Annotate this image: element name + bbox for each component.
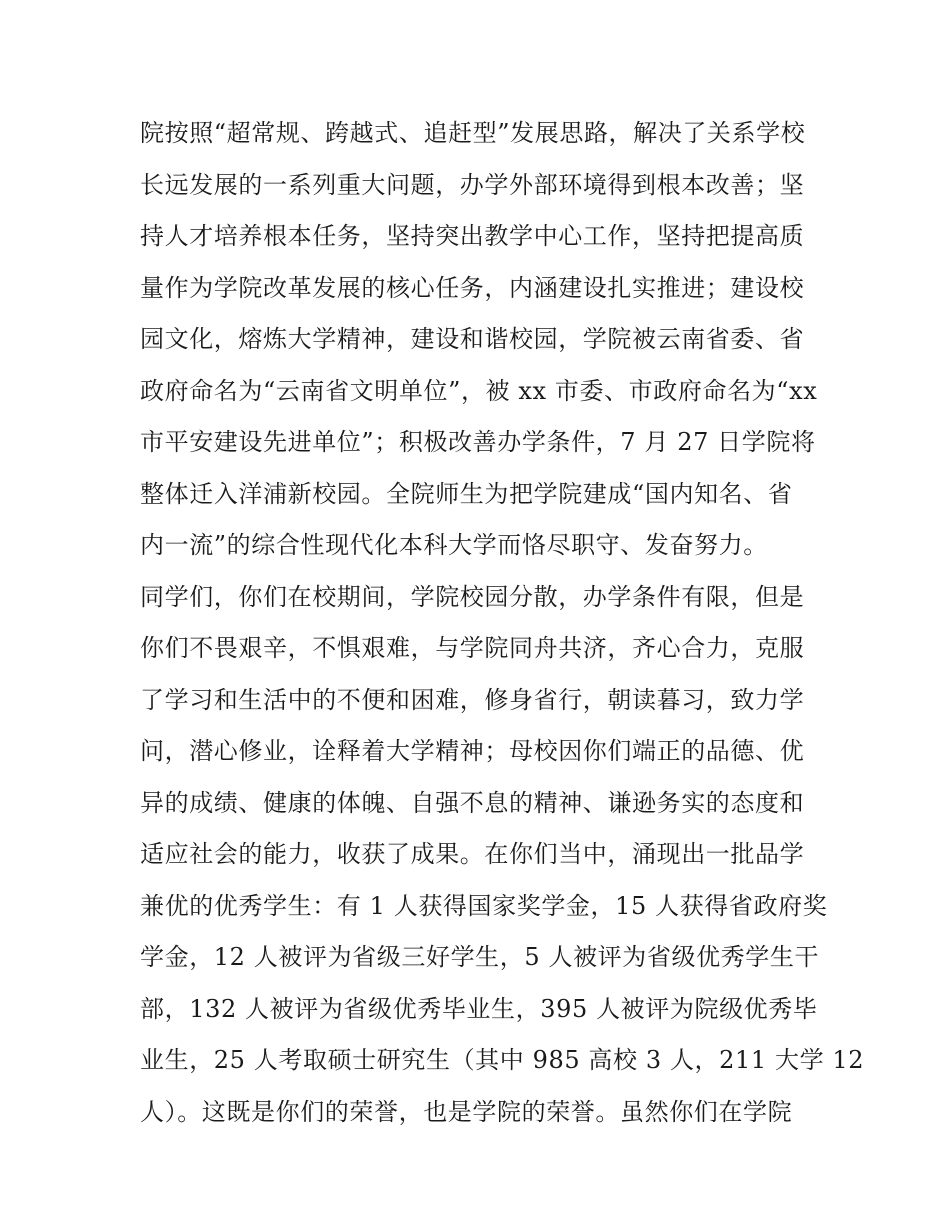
- text-line-15: 适应社会的能力，收获了成果。在你们当中，涌现出一批品学: [140, 840, 805, 868]
- text-line-13: 问，潜心修业，诠释着大学精神；母校因你们端正的品德、优: [140, 737, 805, 765]
- text-line-5: 园文化，熔炼大学精神，建设和谐校园，学院被云南省委、省: [140, 325, 805, 353]
- text-line-8: 整体迁入洋浦新校园。全院师生为把学院建成“国内知名、省: [140, 479, 793, 508]
- text-line-20: 人）。这既是你们的荣誉，也是学院的荣誉。虽然你们在学院: [140, 1097, 793, 1126]
- text-line-9: 内一流”的综合性现代化本科大学而恪尽职守、发奋努力。: [140, 531, 768, 559]
- body-text: [140, 108, 865, 1138]
- text-line-16: 兼优的优秀学生：有 1 人获得国家奖学金，15 人获得省政府奖: [140, 891, 828, 920]
- text-line-4: 量作为学院改革发展的核心任务，内涵建设扎实推进；建设校: [140, 273, 805, 302]
- text-line-14: 异的成绩、健康的体魄、自强不息的精神、谦逊务实的态度和: [140, 788, 805, 817]
- text-line-19: 业生，25 人考取硕士研究生（其中 985 高校 3 人，211 大学 12: [140, 1046, 865, 1074]
- text-line-18: 部，132 人被评为省级优秀毕业生，395 人被评为院级优秀毕: [140, 994, 818, 1023]
- text-line-12: 了学习和生活中的不便和困难，修身省行，朝读暮习，致力学: [140, 685, 805, 714]
- text-line-10: 同学们，你们在校期间，学院校园分散，办学条件有限，但是: [140, 582, 805, 611]
- text-line-17: 学金，12 人被评为省级三好学生，5 人被评为省级优秀学生干: [140, 943, 820, 971]
- text-line-1: 院按照“超常规、跨越式、追赶型”发展思路，解决了关系学校: [140, 119, 806, 147]
- text-line-6: 政府命名为“云南省文明单位”，被 xx 市委、市政府命名为“xx: [140, 376, 818, 405]
- text-line-7: 市平安建设先进单位”；积极改善办学条件，7 月 27 日学院将: [140, 428, 816, 456]
- text-line-2: 长远发展的一系列重大问题，办学外部环境得到根本改善；坚: [140, 170, 805, 199]
- text-line-3: 持人才培养根本任务，坚持突出教学中心工作，坚持把提高质: [140, 222, 805, 250]
- text-line-11: 你们不畏艰辛，不惧艰难，与学院同舟共济，齐心合力，克服: [140, 634, 805, 662]
